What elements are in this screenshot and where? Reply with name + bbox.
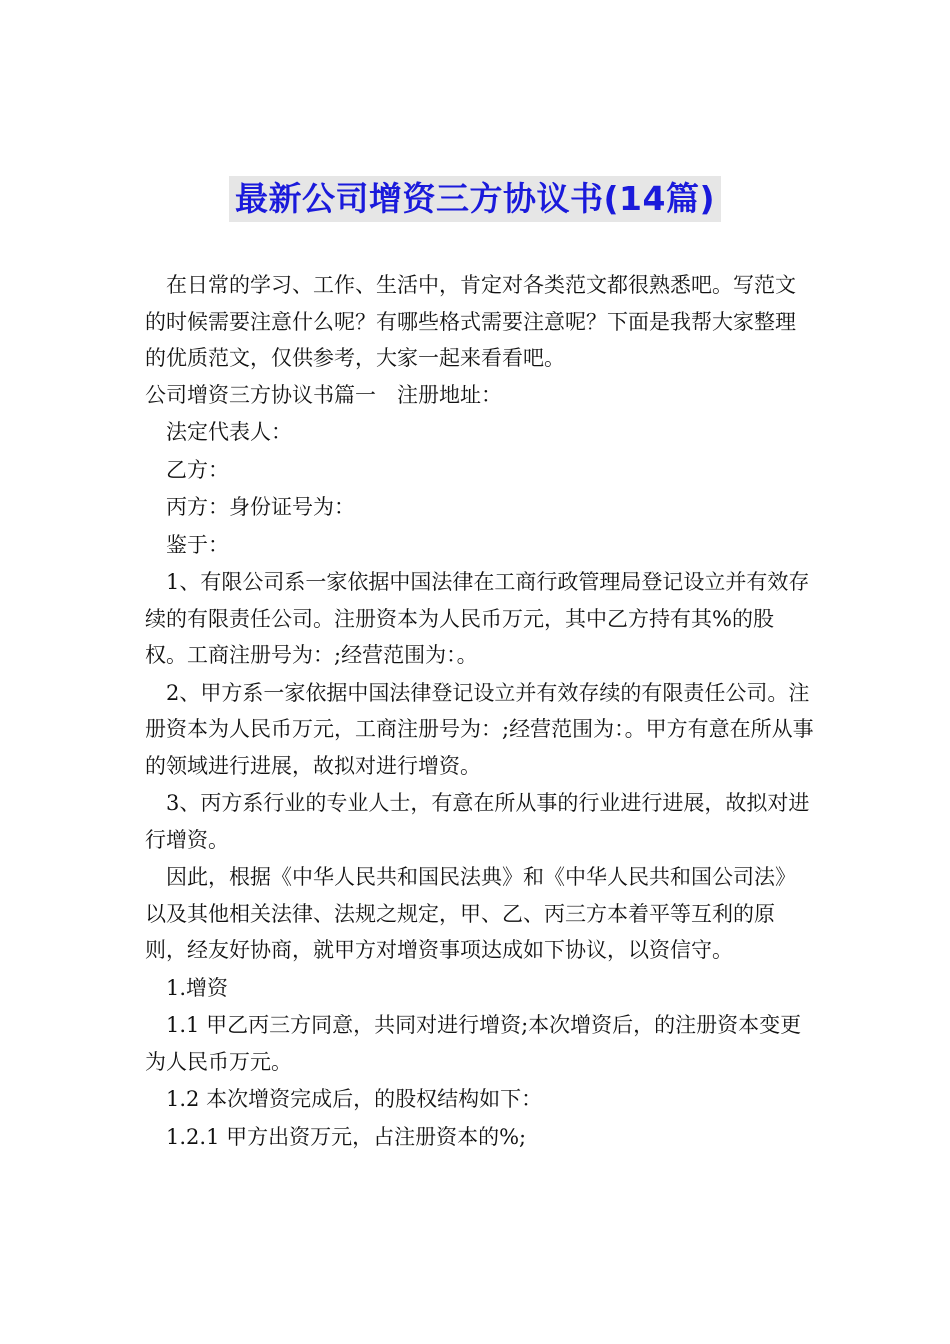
clause-2-paragraph: 2、甲方系一家依据中国法律登记设立并有效存续的有限责任公司。注册资本为人民币万元，工商注册号为：;经营范围为：。甲方有意在所从事的领域进行进展，故拟对进行增资。: [145, 680, 814, 778]
title-container: [0, 176, 950, 222]
intro-paragraph: 在日常的学习、工作、生活中，肯定对各类范文都很熟悉吧。写范文的时候需要注意什么呢？有哪些格式需要注意呢？下面是我帮大家整理的优质范文，仅供参考，大家一起来看看吧。: [145, 273, 796, 370]
whereas-line: 鉴于：: [166, 532, 229, 557]
document-title: 最新公司增资三方协议书(14篇): [229, 176, 721, 222]
basis-paragraph: 因此，根据《中华人民共和国民法典》和《中华人民共和国公司法》以及其他相关法律、法规之规定，甲、乙、丙三方本着平等互利的原则，经友好协商，就甲方对增资事项达成如下协议，以资信守。: [145, 865, 796, 962]
clause-1-2-1-paragraph: 1.2.1 甲方出资万元，占注册资本的%;: [166, 1124, 527, 1149]
clause-1-paragraph: 1、有限公司系一家依据中国法律在工商行政管理局登记设立并有效存续的有限责任公司。注册资本为人民币万元，其中乙方持有其%的股权。工商注册号为：;经营范围为：。: [145, 570, 810, 667]
section-heading-paragraph: 公司增资三方协议书篇一 注册地址：: [145, 382, 502, 407]
party-b-line: 乙方：: [166, 457, 229, 482]
legal-representative-line: 法定代表人：: [166, 420, 292, 444]
clause-1-2-paragraph: 1.2 本次增资完成后，的股权结构如下：: [166, 1087, 543, 1111]
clause-1-1-paragraph: 1.1 甲乙丙三方同意，共同对进行增资;本次增资后，的注册资本变更为人民币万元。: [145, 1013, 802, 1074]
capital-increase-heading: 1.增资: [166, 975, 229, 1000]
clause-3-paragraph: 3、丙方系行业的专业人士，有意在所从事的行业进行进展，故拟对进行增资。: [145, 791, 810, 852]
document-body: [145, 267, 815, 1155]
party-c-line: 丙方：身份证号为：: [166, 495, 355, 519]
